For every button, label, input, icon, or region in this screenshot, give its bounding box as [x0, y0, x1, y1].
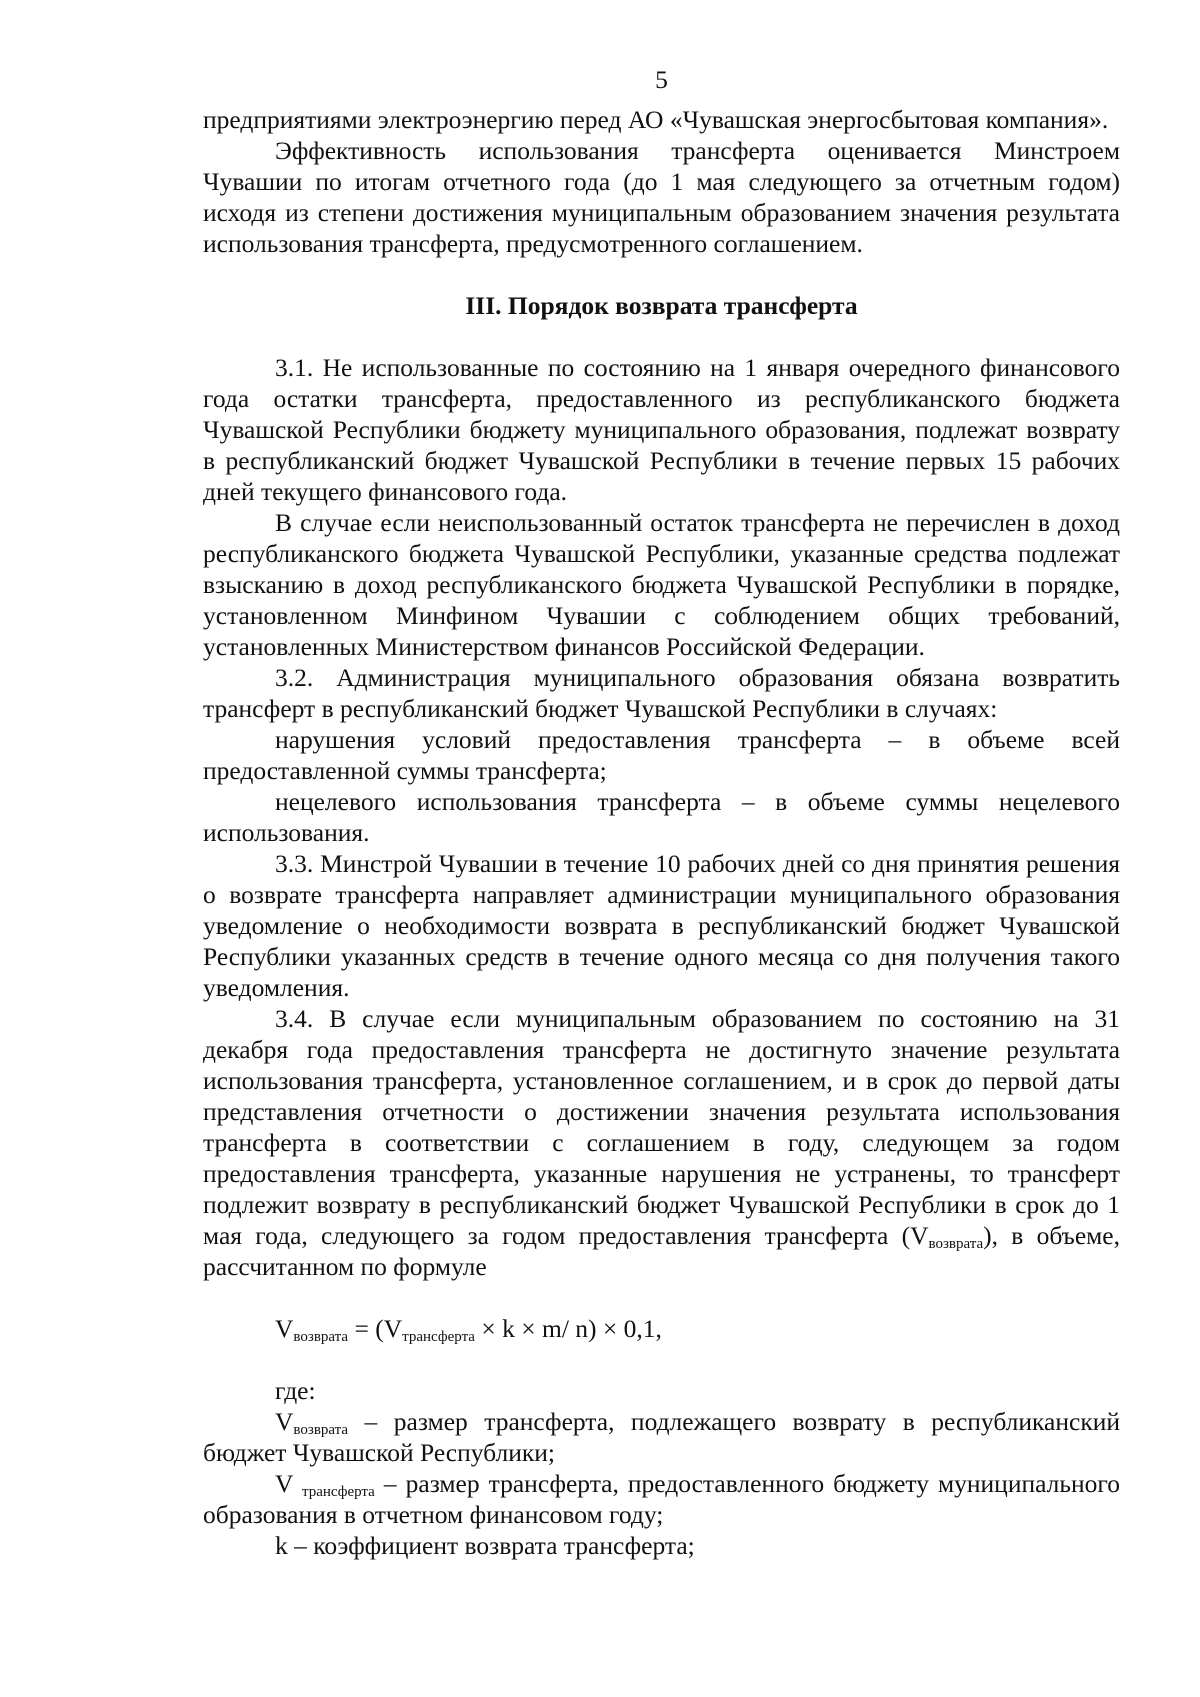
paragraph-3-4-text: 3.4. В случае если муниципальным образованием по состоянию на 31 декабря года предоставления трансферта не достигнуто значение результата использования трансферта, установленное соглашением, и в срок до первой даты представления отчетности о достижении значения результата использования трансферта в соответствии с соглашением в году, следующем за годом предоставления трансферта, указанные нарушения не устранены, то трансферт подлежит возврату в республиканский бюджет Чувашской Республики в срок до 1 мая года, следующего за годом предоставления трансферта (V	[203, 1004, 1120, 1250]
return-formula	[275, 1313, 1120, 1344]
paragraph-3-2-violation: нарушения условий предоставления трансферта – в объеме всей предоставленной суммы трансферта;	[203, 725, 1120, 785]
definition-v-transfer	[203, 1468, 1120, 1530]
formula-sub-transfer: трансферта	[402, 1329, 475, 1345]
subscript-return: возврата	[928, 1236, 984, 1252]
formula-eq: = (V	[348, 1314, 403, 1343]
definition-v-return	[203, 1406, 1120, 1468]
paragraph-3-4-tail: ), в объеме, рассчитанном по формуле	[203, 1221, 1120, 1281]
definition-v-transfer-text: – размер трансферта, предоставленного бюджету муниципального образования в отчетном финансовом году;	[203, 1469, 1120, 1529]
formula-sub-return: возврата	[293, 1329, 349, 1345]
formula-v: V	[275, 1314, 294, 1343]
paragraph-continuation: предприятиями электроэнергию перед АО «Чувашская энергосбытовая компания».	[203, 105, 1109, 134]
paragraph-3-2-misuse: нецелевого использования трансферта – в объеме суммы нецелевого использования.	[203, 787, 1120, 847]
paragraph-3-1-recovery: В случае если неиспользованный остаток трансферта не перечислен в доход республиканского бюджета Чувашской Республики, указанные средства подлежат взысканию в доход республиканского бюджета Чувашской Республики в порядке, установленном Минфином Чувашии с соблюдением общих требований, установленных Министерством финансов Российской Федерации.	[203, 508, 1120, 661]
paragraph-3-4	[203, 1003, 1120, 1282]
definition-v-transfer-symbol: V	[275, 1469, 302, 1498]
paragraph-efficiency: Эффективность использования трансферта оценивается Минстроем Чувашии по итогам отчетного года (до 1 мая следующего за отчетным годом) исходя из степени достижения муниципальным образованием значения результата использования трансферта, предусмотренного соглашением.	[203, 136, 1120, 258]
definition-v-return-symbol: V	[275, 1407, 294, 1436]
paragraph-3-1: 3.1. Не использованные по состоянию на 1 января очередного финансового года остатки трансферта, предоставленного из республиканского бюджета Чувашской Республики бюджету муниципального образования, подлежат возврату в республиканский бюджет Чувашской Республики в течение первых 15 рабочих дней текущего финансового года.	[203, 353, 1120, 506]
formula-rest: × k × m/ n) × 0,1,	[474, 1314, 662, 1343]
definition-v-return-sub: возврата	[293, 1422, 349, 1438]
where-label: где:	[275, 1376, 316, 1405]
page-number: 5	[655, 65, 668, 94]
definition-k: k – коэффициент возврата трансферта;	[275, 1531, 695, 1560]
document-page	[203, 64, 1120, 1561]
paragraph-3-3: 3.3. Минстрой Чувашии в течение 10 рабочих дней со дня принятия решения о возврате трансферта направляет администрации муниципального образования уведомление о необходимости возврата в республиканский бюджет Чувашской Республики указанных средств в течение одного месяца со дня получения такого уведомления.	[203, 849, 1120, 1002]
definition-v-transfer-sub: трансферта	[301, 1484, 375, 1500]
definition-v-return-text: – размер трансферта, подлежащего возврату в республиканский бюджет Чувашской Республики;	[203, 1407, 1120, 1467]
paragraph-3-2: 3.2. Администрация муниципального образования обязана возвратить трансферт в республиканский бюджет Чувашской Республики в случаях:	[203, 663, 1120, 723]
section-heading: III. Порядок возврата трансферта	[465, 291, 858, 320]
